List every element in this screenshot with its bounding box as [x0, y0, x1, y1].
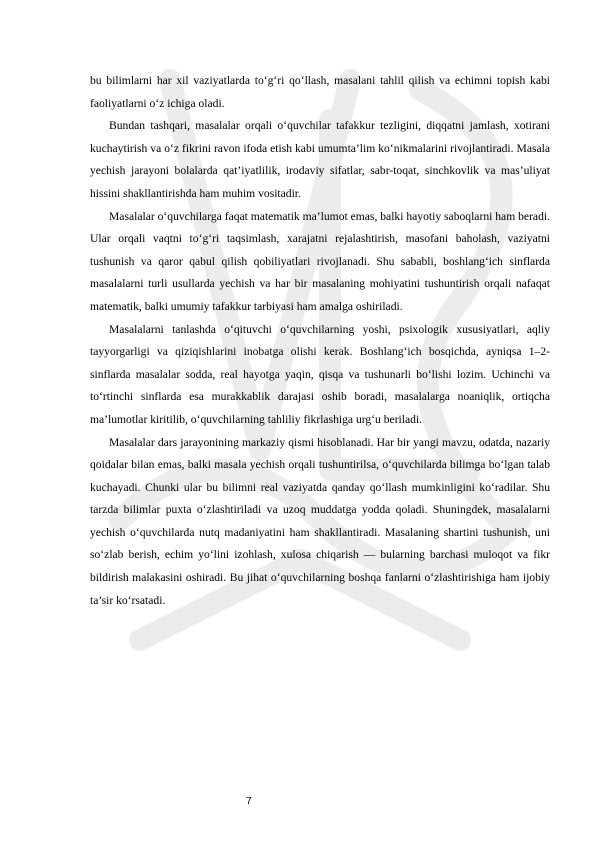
paragraph-4: Masalalarni tanlashda o‘qituvchi o‘quvchilarning yoshi, psixologik xususiyatlari, aqliy tayyorgarligi va qiziqishlarini inobatga olishi kerak. Boshlang‘ich bosqichda, ayniqsa 1–2-sinflarda masalalar sodda, real hayotga yaqin, qisqa va tushunarli bo‘lishi lozim. Uchinchi va to‘rtinchi sinflarda esa murakkablik darajasi oshib boradi, masalalarga noaniqlik, ortiqcha ma’lumotlar kiritilib, o‘quvchilarning tahliliy fikrlashiga urg‘u beriladi. [90, 322, 550, 426]
paragraph-3: Masalalar o‘quvchilarga faqat matematik ma’lumot emas, balki hayotiy saboqlarni ham beradi. Ular orqali vaqtni to‘g‘ri taqsimlash, xarajatni rejalashtirish, masofani baholash, vaziyatni tushunish va qaror qabul qilish qobiliyatlari rivojlanadi. Shu sababli, boshlang‘ich sinflarda masalalarni turli usullarda yechish va har bir masalaning mohiyatini tushuntirish orqali nafaqat matematik, balki umumiy tafakkur tarbiyasi ham amalga oshiriladi. [90, 209, 550, 313]
paragraph-5: Masalalar dars jarayonining markaziy qismi hisoblanadi. Har bir yangi mavzu, odatda, nazariy qoidalar bilan emas, balki masala yechish orqali tushuntirilsa, o‘quvchilarda bilimga bo‘lgan talab kuchayadi. Chunki ular bu bilimni real vaziyatda qanday qo‘llash mumkinligini ko‘radilar. Shu tarzda bilimlar puxta o‘zlashtiriladi va uzoq muddatga yodda qoladi. Shuningdek, masalalarni yechish o‘quvchilarda nutq madaniyatini ham shakllantiradi. Masalaning shartini tushunish, uni so‘zlab berish, echim yo‘lini izohlash, xulosa chiqarish — bularning barchasi muloqot va fikr bildirish malakasini oshiradi. Bu jihat o‘quvchilarning boshqa fanlarni o‘zlashtirishiga ham ijobiy ta’sir ko‘rsatadi. [90, 435, 550, 607]
body-text [90, 70, 550, 612]
paragraph-2: Bundan tashqari, masalalar orqali o‘quvchilar tafakkur tezligini, diqqatni jamlash, xotirani kuchaytirish va o‘z fikrini ravon ifoda etish kabi umumta’lim ko‘nikmalarini rivojlantiradi. Masala yechish jarayoni bolalarda qat’iyatlilik, irodaviy sifatlar, sabr-toqat, sinchkovlik va mas’uliyat hissini shakllantirishda ham muhim vositadir. [90, 119, 550, 200]
paragraph-1: bu bilimlarni har xil vaziyatlarda to‘g‘ri qo‘llash, masalani tahlil qilish va echimni topish kabi faoliyatlarni o‘z ichiga oladi. [90, 74, 550, 110]
page-number: 7 [246, 795, 252, 807]
